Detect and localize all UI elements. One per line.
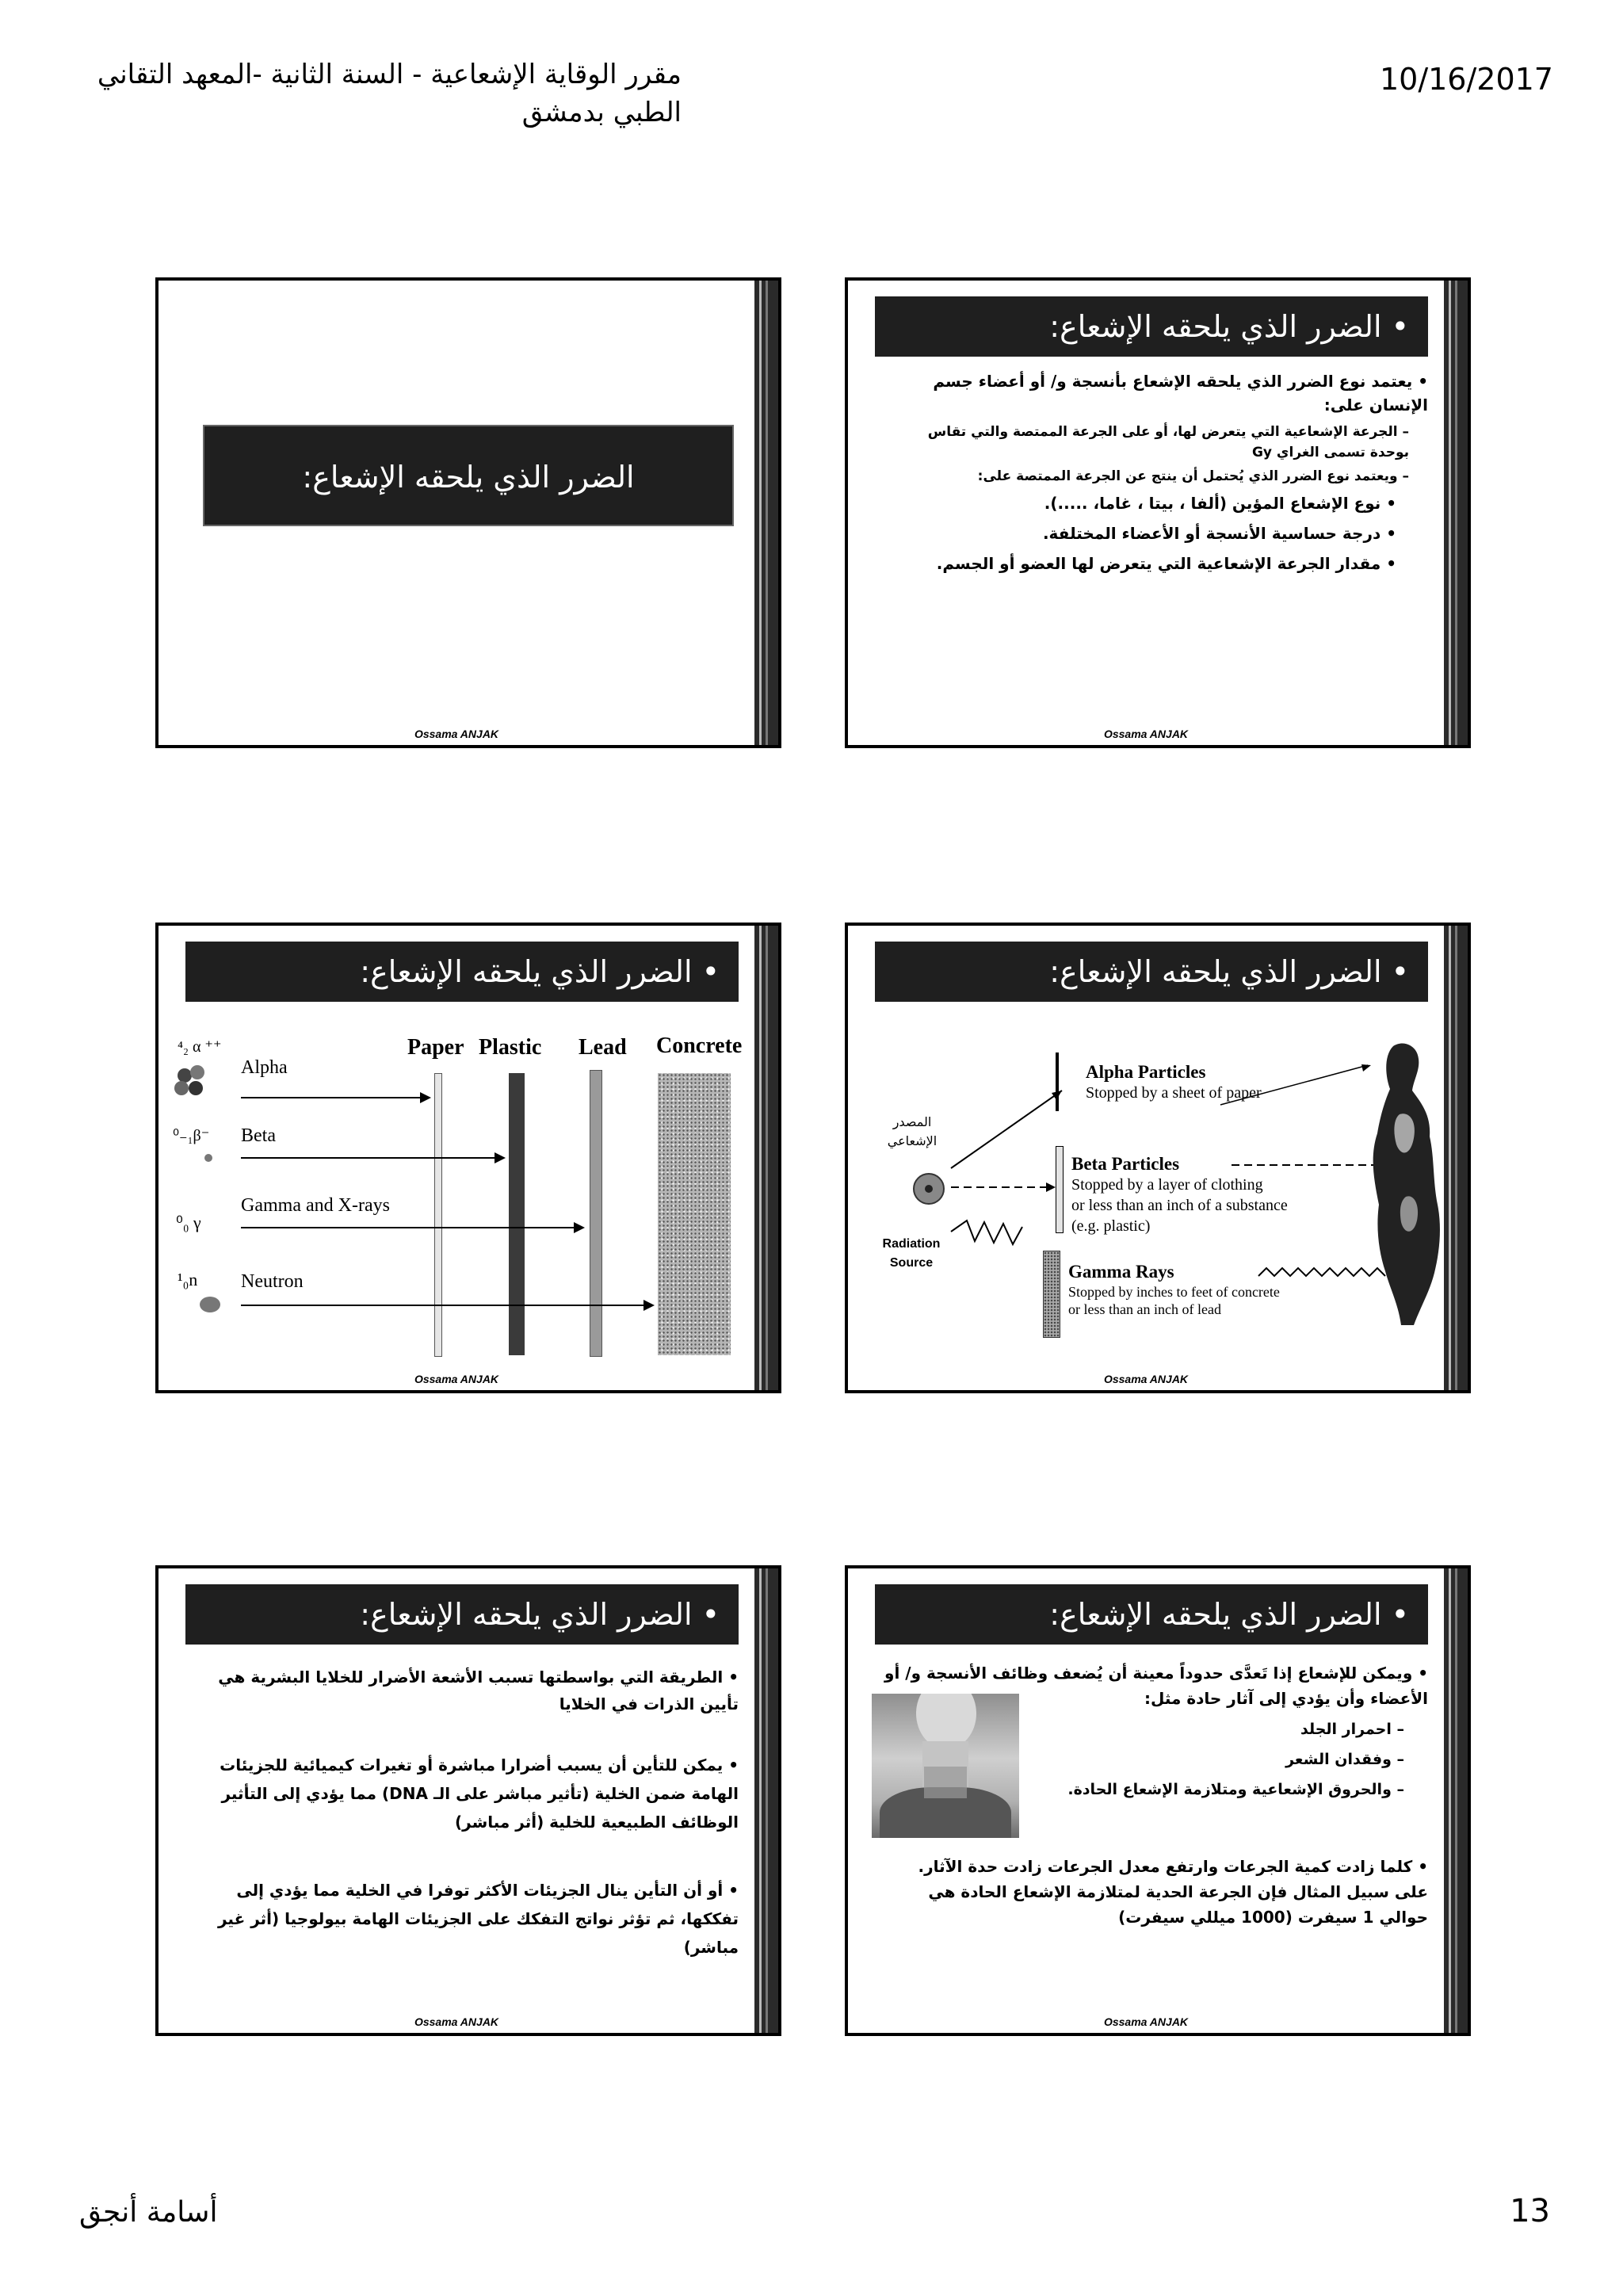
slide-title: • الضرر الذي يلحقه الإشعاع: (875, 296, 1428, 357)
column-lead: Lead (579, 1035, 627, 1060)
slide-6 (845, 1565, 1471, 2036)
print-date: 10/16/2017 (1379, 62, 1553, 97)
slide-side-bar (754, 1568, 778, 2033)
slide-body (896, 369, 1428, 580)
effect-item-1: – احمرار الجلد (1300, 1721, 1404, 1738)
beta-arrow (241, 1157, 504, 1159)
gamma-desc-1: Stopped by inches to feet of concrete (1068, 1284, 1280, 1300)
slide-title: • الضرر الذي يلحقه الإشعاع: (875, 1584, 1428, 1645)
slide-3 (155, 923, 781, 1393)
slide-title: • الضرر الذي يلحقه الإشعاع: (875, 942, 1428, 1002)
gamma-desc-2: or less than an inch of lead (1068, 1301, 1221, 1317)
gamma-arrow (241, 1227, 583, 1228)
slide-side-bar (1444, 926, 1468, 1390)
beta-desc-3: (e.g. plastic) (1071, 1217, 1151, 1235)
neutron-symbol: ¹₀n (178, 1270, 198, 1289)
alpha-arrow (241, 1097, 430, 1098)
sub-sub-bullet-3: • مقدار الجرعة الإشعاعية التي يتعرض لها العضو أو الجسم. (936, 554, 1396, 573)
course-header: مقرر الوقاية الإشعاعية - السنة الثانية -المعهد التقاني الطبي بدمشق (97, 59, 682, 128)
slide-footer: Ossama ANJAK (414, 1373, 499, 1385)
beta-title: Beta Particles (1071, 1154, 1180, 1174)
gamma-title: Gamma Rays (1068, 1262, 1174, 1282)
sub-sub-bullet-2: • درجة حساسية الأنسجة أو الأعضاء المختلفة. (1042, 524, 1396, 543)
slide-footer: Ossama ANJAK (1103, 728, 1189, 740)
slide-title: الضرر الذي يلحقه الإشعاع: (203, 425, 734, 526)
alpha-desc: Stopped by a sheet of paper (1086, 1084, 1262, 1102)
neutron-label: Neutron (241, 1271, 304, 1292)
lead-barrier (590, 1070, 602, 1357)
slide-4 (845, 923, 1471, 1393)
beta-desc-2: or less than an inch of a substance (1071, 1197, 1288, 1214)
paragraph-3: • أو أن التأين ينال الجزيئات الأكثر توفرا في الخلية مما يؤدي إلى تفككها، ثم تؤثر نواتج التفكك على الجزيئات الهامة بيولوجيا (أثر غير مباشر) (217, 1881, 739, 1957)
paragraph-2: • يمكن للتأين أن يسبب أضرارا مباشرة أو تغيرات كيميائية للجزيئات الهامة ضمن الخلية (تأثير مباشر على الـ DNA) مما يؤدي إلى التأثير الوظائف الطبيعية للخلية (أثر مباشر) (220, 1755, 739, 1832)
effect-item-3: – والحروق الإشعاعية ومتلازمة الإشعاع الحادة. (1067, 1781, 1404, 1798)
slide-side-bar (1444, 1568, 1468, 2033)
slide-1 (155, 277, 781, 748)
sub-bullet-1: – الجرعة الإشعاعية التي يتعرض لها، أو على الجرعة الممتصة والتي تقاس بوحدة تسمى الغراي Gy (927, 424, 1409, 460)
beta-label: Beta (241, 1125, 276, 1146)
alpha-label: Alpha (241, 1057, 288, 1078)
source-label-en: Radiation Source (882, 1237, 941, 1270)
sub-bullet-2: – ويعتمد نوع الضرر الذي يُحتمل أن ينتج عن الجرعة الممتصة على: (977, 468, 1409, 484)
neutron-arrow (241, 1305, 653, 1306)
slide-side-bar (754, 926, 778, 1390)
paragraph-1: • الطريقة التي بواسطتها تسبب الأشعة الأضرار للخلايا البشرية هي تأيين الذرات في الخلايا (218, 1668, 739, 1713)
sub-sub-bullet-1: • نوع الإشعاع المؤين (ألفا ، بيتا ، غاما، .....). (1044, 494, 1396, 513)
slide-side-bar (1444, 281, 1468, 745)
slide-title: • الضرر الذي يلحقه الإشعاع: (185, 942, 739, 1002)
paper-barrier (434, 1073, 442, 1357)
column-concrete: Concrete (656, 1033, 743, 1058)
slide-footer: Ossama ANJAK (1103, 1373, 1189, 1385)
effect-item-2: – وفقدان الشعر (1285, 1751, 1404, 1768)
beta-symbol: ⁰₋₁β⁻ (173, 1127, 210, 1144)
human-silhouette-image (1361, 1038, 1449, 1331)
alpha-barrier (1056, 1052, 1059, 1111)
source-label-ar: المصدر الإشعاعي (887, 1114, 938, 1148)
paragraph-2: • كلما زادت كمية الجرعات وارتفع معدل الجرعات زادت حدة الآثار. على سبيل المثال فإن الجرعة الحدية لمتلازمة الإشعاع الحادة هي حوالي 1 سيفرت (1000 ميللي سيفرت) (918, 1857, 1428, 1927)
concrete-barrier (658, 1073, 731, 1355)
gamma-barrier (1043, 1251, 1060, 1338)
bullet-1: • يعتمد نوع الضرر الذي يلحقه الإشعاع بأنسجة و/ أو أعضاء جسم الإنسان على: (933, 372, 1428, 415)
alpha-symbol: ⁴₂ α ⁺⁺ (178, 1038, 222, 1056)
slide-5 (155, 1565, 781, 2036)
gamma-symbol: ⁰₀ γ (176, 1213, 201, 1232)
gamma-label: Gamma and X-rays (241, 1195, 390, 1216)
slide-title: • الضرر الذي يلحقه الإشعاع: (185, 1584, 739, 1645)
slide-footer: Ossama ANJAK (414, 728, 499, 740)
neutron-particle-icon (200, 1297, 220, 1312)
alpha-nucleus-icon (174, 1065, 209, 1100)
author-footer: أسامة أنجق (79, 2196, 218, 2229)
skin-burn-photo (872, 1694, 1019, 1838)
column-plastic: Plastic (479, 1035, 542, 1060)
column-paper: Paper (407, 1035, 464, 1060)
slide-side-bar (754, 281, 778, 745)
alpha-title: Alpha Particles (1086, 1062, 1206, 1082)
slide-footer: Ossama ANJAK (1103, 2015, 1189, 2028)
plastic-barrier (509, 1073, 525, 1355)
beta-barrier (1056, 1146, 1064, 1233)
beta-desc-1: Stopped by a layer of clothing (1071, 1176, 1263, 1194)
beta-particle-icon (204, 1154, 212, 1162)
slide-footer: Ossama ANJAK (414, 2015, 499, 2028)
slide-2 (845, 277, 1471, 748)
paragraph-1: • ويمكن للإشعاع إذا تَعدَّى حدوداً معينة أن يُضعف وظائف الأنسجة و/ أو الأعضاء وأن يؤدي إلى آثار حادة مثل: (884, 1664, 1428, 1708)
page-number: 13 (1510, 2193, 1550, 2229)
